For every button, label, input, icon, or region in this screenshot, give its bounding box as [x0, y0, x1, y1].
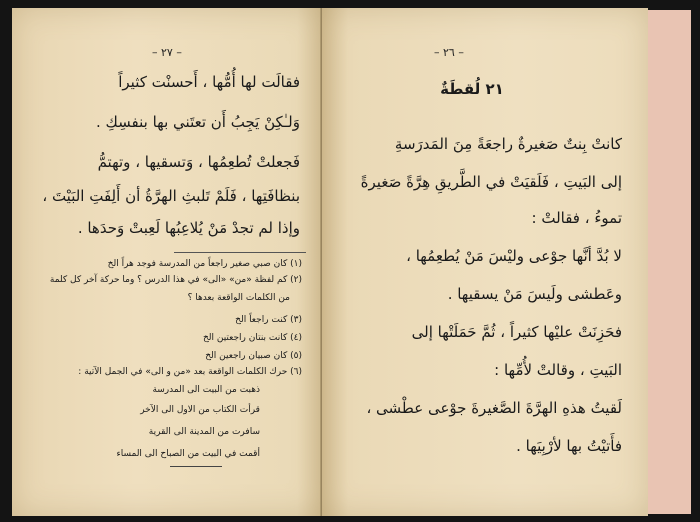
- right-text-line: إلى البَيتِ ، فَلَقيَتْ في الطَّريقِ هِرَّةً صَغيرةً: [360, 173, 622, 191]
- right-text-line: لَقيتُ هذهِ الهرَّةَ الصَّغيرةَ جوْعى عطْشى ،: [366, 399, 622, 417]
- left-text-line: بنظافَتِها ، فَلَمْ تَلبثِ الهرَّةُ أن أَلِفَتِ البَيْتَ ،: [42, 187, 300, 205]
- lesson-title: ٢١ لُقطَةٌ: [440, 80, 504, 98]
- exercise-line: قرأت الكتاب من الاول الى الآخر: [140, 405, 260, 415]
- right-text-line: تموءُ ، فقالتْ :: [531, 209, 622, 227]
- exercise-line: (٢) كم لفظة «من» «الى» في هذا الدرس ؟ وما حركة آخر كل كلمة: [49, 275, 302, 285]
- back-cover: [646, 10, 691, 514]
- left-text-line: وَلـٰكِنْ يَجِبُ أَن تعتَني بها بنفسِكِ .: [96, 113, 300, 131]
- end-rule: [170, 466, 222, 467]
- left-text-line: فقالَت لها أُمُّها ، أَحسنْت كثيراً: [118, 73, 300, 91]
- exercise-line: ذهبت من البيت الى المدرسة: [152, 385, 260, 395]
- left-text-line: فَجعلتْ تُطعِمُها ، وَتسقيها ، وتهتمُّ: [97, 153, 300, 171]
- right-text-line: فحَزِنَتْ عليْها كثيراً ، ثُمَّ حَمَلَتْها إلى: [411, 323, 622, 341]
- right-text-line: كانتْ بِنتٌ صَغيرةٌ راجعَةً مِنَ المَدرَسةِ: [394, 135, 622, 153]
- left-text-line: وإذا لم تجدْ مَنْ يُلاعِبُها لَعِبتْ وَحدَها .: [77, 219, 300, 237]
- right-text-line: فأَتيْتُ بها لأرْبِيَها .: [516, 437, 622, 455]
- right-page-number: – ٢٦ –: [434, 46, 464, 59]
- exercise-line: سافرت من المدينة الى القرية: [148, 427, 260, 437]
- left-page-number: – ٢٧ –: [152, 46, 182, 59]
- exercise-line: (٤) كانت بنتان راجعتين الخ: [202, 333, 302, 343]
- exercise-line: (١) كان صبي صغير راجعاً من المدرسة فوجد هراً الخ: [107, 259, 302, 269]
- exercise-line: من الكلمات الواقعة بعدها ؟: [187, 293, 290, 303]
- exercise-line: (٣) كنت راجعاً الخ: [235, 315, 302, 325]
- exercise-line: (٥) كان صبيان راجعين الخ: [205, 351, 302, 361]
- exercise-line: أقمت في البيت من الصباح الى المساء: [116, 449, 260, 459]
- left-page: [12, 8, 322, 516]
- right-text-line: البَيتِ ، وقالتْ لأُمِّها :: [494, 361, 622, 379]
- right-text-line: وعَطشى ولَيسَ مَنْ يسقيها .: [447, 285, 622, 303]
- right-text-line: لا بُدَّ أنَّها جوْعى وليْسَ مَنْ يُطعِمُها ،: [406, 247, 622, 265]
- divider: [174, 252, 306, 253]
- exercise-line: (٦) حرك الكلمات الواقعة بعد «من و الى» في الجمل الآتية :: [78, 367, 302, 377]
- right-page: [322, 8, 648, 516]
